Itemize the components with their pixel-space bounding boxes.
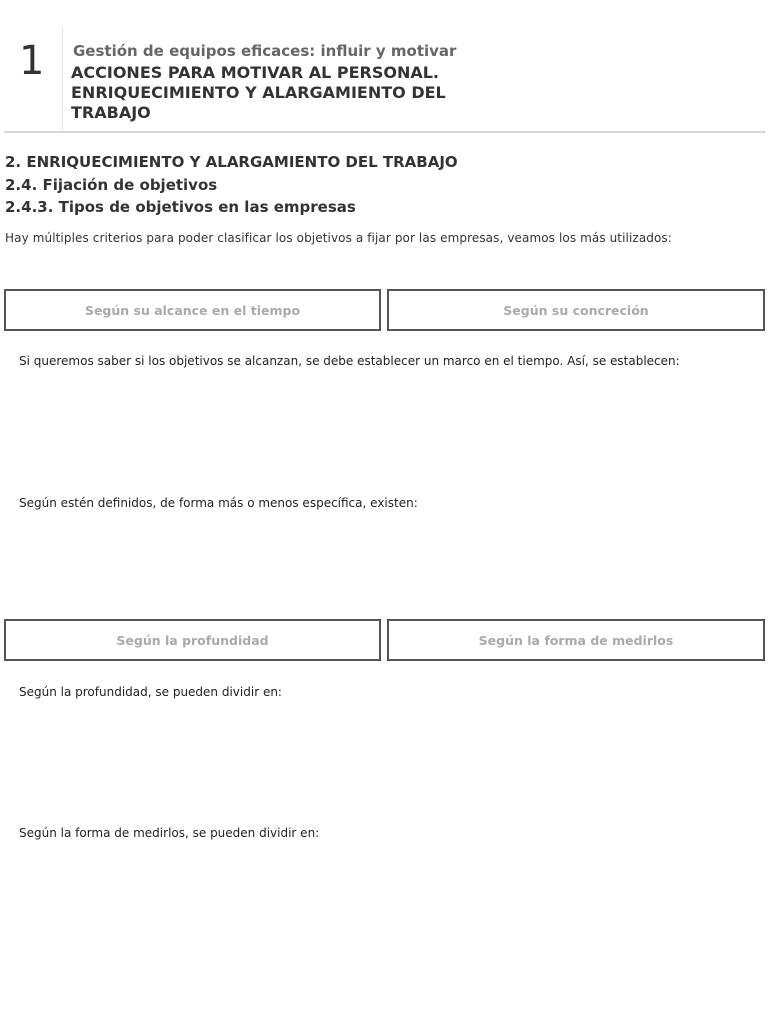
- section-heading-level1: 2. ENRIQUECIMIENTO Y ALARGAMIENTO DEL TRABAJO: [5, 153, 458, 171]
- tab-concrecion[interactable]: Según su concreción: [387, 289, 765, 331]
- intro-text: Hay múltiples criterios para poder clasificar los objetivos a fijar por las empresas, veamos los más utilizados:: [5, 231, 672, 245]
- unit-title: ACCIONES PARA MOTIVAR AL PERSONAL. ENRIQUECIMIENTO Y ALARGAMIENTO DEL TRABAJO: [71, 63, 446, 122]
- tab-forma-medirlos[interactable]: Según la forma de medirlos: [387, 619, 765, 661]
- specificity-text: Según estén definidos, de forma más o menos específica, existen:: [19, 496, 418, 510]
- header-rule: [4, 131, 765, 133]
- course-title: Gestión de equipos eficaces: influir y motivar: [73, 42, 457, 60]
- tab-alcance-tiempo[interactable]: Según su alcance en el tiempo: [4, 289, 381, 331]
- depth-text: Según la profundidad, se pueden dividir en:: [19, 685, 282, 699]
- section-heading-level2: 2.4. Fijación de objetivos: [5, 176, 218, 194]
- unit-number: 1: [19, 38, 45, 84]
- header-divider: [62, 27, 63, 131]
- time-frame-text: Si queremos saber si los objetivos se alcanzan, se debe establecer un marco en el tiempo. Así, se establecen:: [19, 354, 680, 368]
- section-heading-level3: 2.4.3. Tipos de objetivos en las empresas: [5, 198, 356, 216]
- tab-profundidad[interactable]: Según la profundidad: [4, 619, 381, 661]
- measure-text: Según la forma de medirlos, se pueden dividir en:: [19, 826, 320, 840]
- unit-header: [5, 27, 765, 131]
